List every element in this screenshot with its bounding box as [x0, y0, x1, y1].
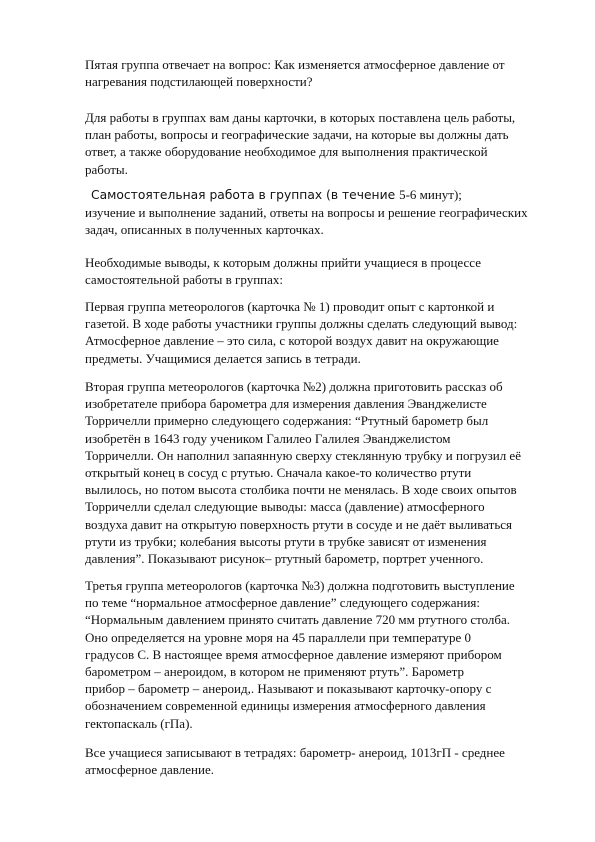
paragraph-independent-work [85, 186, 563, 239]
text-line: задач, описанных в полученных карточках. [85, 222, 324, 238]
text-line: изобретателе прибора барометра для измерения давления Эванджелисте [85, 396, 487, 412]
text-line: нагревания подстилающей поверхности? [85, 74, 313, 90]
text-line: изучение и выполнение заданий, ответы на вопросы и решение географических [85, 205, 528, 221]
text-line: по теме “нормальное атмосферное давление” следующего содержания: [85, 595, 481, 611]
text-line: ответ, а также оборудование необходимое для выполнения практической [85, 144, 488, 160]
paragraph-first-group [85, 298, 563, 367]
paragraph-second-group [85, 378, 563, 567]
text-line: воздуха давит на открытую поверхность ртути в сосуде и не даёт выливаться [85, 516, 513, 532]
paragraph-third-group [85, 577, 563, 732]
text-line: газетой. В ходе работы участники группы должны сделать следующий вывод: [85, 316, 518, 332]
text-line: самостоятельной работы в группах: [85, 272, 284, 288]
text-line: атмосферное давление. [85, 762, 214, 778]
text-line: Оно определяется на уровне моря на 45 параллели при температуре 0 [85, 629, 471, 645]
text-line: гектопаскаль (гПа). [85, 715, 193, 731]
text-line: давления”. Показывают рисунок– ртутный барометр, портрет ученного. [85, 551, 484, 567]
paragraph-fifth-group-question [85, 56, 563, 90]
text-line: ртути из трубки; колебания высоты ртути в трубке зависят от изменения [85, 533, 487, 549]
text-line: “Нормальным давлением принято считать давление 720 мм ртутного столба. [85, 612, 511, 628]
text-line: Торричелли сделал следующие выводы: масса (давление) атмосферного [85, 499, 485, 515]
paragraph-notebook-entry [85, 744, 563, 778]
text-line: изобретён в 1643 году учеником Галилео Галилея Эванджелистом [85, 430, 451, 446]
text-line: Необходимые выводы, к которым должны прийти учащиеся в процессе [85, 255, 481, 270]
text-line: Все учащиеся записывают в тетрадях: барометр- анероид, 1013гП - среднее [85, 745, 505, 760]
paragraph-group-work-cards [85, 109, 563, 178]
text-line: открытый конец в сосуд с ртутью. Сначала какое-то количество ртути [85, 465, 472, 481]
text-line: предметы. Учащимися делается запись в тетради. [85, 350, 361, 366]
text-line: Торричелли. Он наполнил запаянную сверху стеклянную трубку и погрузил её [85, 447, 521, 463]
text-line: Первая группа метеорологов (карточка № 1) проводит опыт с картонкой и [85, 299, 495, 314]
text-line: Атмосферное давление – это сила, с которой воздух давит на окружающие [85, 333, 499, 349]
text-line: вылилось, но потом высота столбика почти не менялась. В ходе своих опытов [85, 482, 517, 498]
text-line: барометром – анероидом, в котором не применяют ртуть”. Барометр [85, 664, 464, 680]
text-fragment: 5-6 минут); [399, 187, 462, 202]
text-line: обозначением современной единицы измерения атмосферного давления [85, 698, 486, 714]
text-line: прибор – барометр – анероид,. Называют и показывают карточку-опору с [85, 681, 492, 697]
text-line: Пятая группа отвечает на вопрос: Как изменяется атмосферное давление от [85, 57, 505, 72]
text-line: Третья группа метеорологов (карточка №3) должна подготовить выступление [85, 578, 515, 593]
text-line-mixed [85, 186, 563, 204]
text-line: Вторая группа метеорологов (карточка №2) должна приготовить рассказ об [85, 379, 503, 394]
paragraph-required-conclusions [85, 254, 563, 288]
text-line: Для работы в группах вам даны карточки, в которых поставлена цель работы, [85, 110, 516, 125]
text-line: работы. [85, 161, 128, 177]
text-line: план работы, вопросы и географические задачи, на которые вы должны дать [85, 127, 509, 143]
text-fragment: Самостоятельная работа в группах (в течение [91, 188, 400, 202]
text-line: градусов С. В настоящее время атмосферное давление измеряют прибором [85, 646, 502, 662]
text-line: Торричелли примерно следующего содержания: “Ртутный барометр был [85, 413, 489, 429]
